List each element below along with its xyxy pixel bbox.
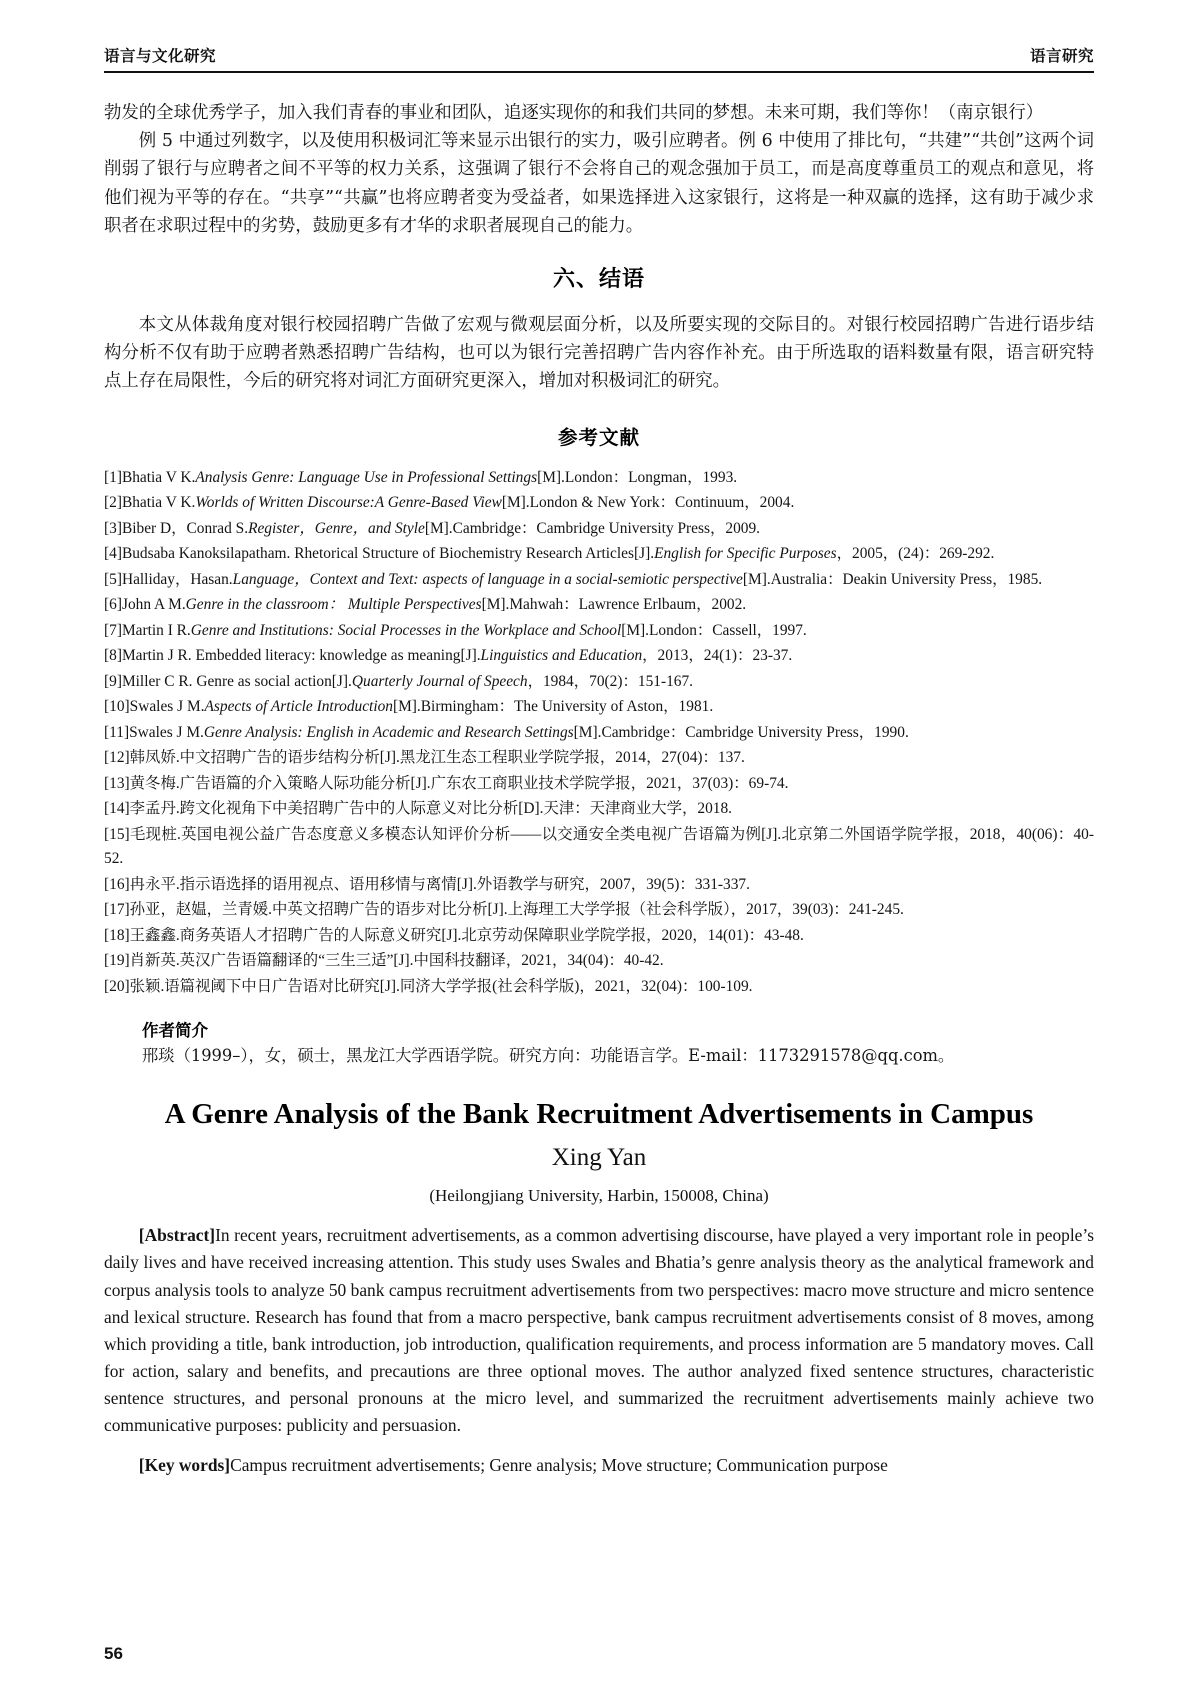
reference-number: [4] — [104, 545, 122, 563]
paragraph-conclusion: 本文从体裁角度对银行校园招聘广告做了宏观与微观层面分析，以及所要实现的交际目的。对银行校园招聘广告进行语步结构分析不仅有助于应聘者熟悉招聘广告结构，也可以为银行完善招聘广告内容作补充。由于所选取的语料数量有限，语言研究特点上存在局限性，今后的研究将对词汇方面研究更深入，增加对积极词汇的研究。 — [104, 314, 1094, 392]
reference-title-italic: Linguistics and Education — [480, 647, 643, 665]
reference-item — [104, 695, 1094, 719]
reference-title-italic: Aspects of Article Introduction — [204, 698, 393, 716]
reference-item — [104, 721, 1094, 745]
reference-title-italic: English for Specific Purposes — [654, 545, 837, 563]
reference-number: [8] — [104, 647, 122, 665]
reference-number: [6] — [104, 596, 122, 614]
reference-item — [104, 593, 1094, 617]
author-bio-heading: 作者简介 — [142, 1020, 208, 1040]
reference-text: Martin J R. Embedded literacy: knowledge as meaning[J]. — [121, 647, 481, 665]
reference-item — [104, 619, 1094, 643]
reference-item — [104, 517, 1094, 541]
page-content — [104, 0, 1094, 1480]
reference-source: ，1984，70(2)：151-167. — [527, 672, 694, 690]
reference-item — [104, 644, 1094, 668]
reference-number: [5] — [104, 570, 122, 588]
reference-item — [104, 542, 1094, 566]
reference-number: [20] — [104, 977, 130, 995]
reference-number: [3] — [104, 519, 122, 537]
reference-text: Martin I R. — [121, 621, 191, 639]
reference-text: Budsaba Kanoksilapatham. Rhetorical Structure of Biochemistry Research Articles[J]. — [121, 545, 655, 563]
reference-item — [104, 670, 1094, 694]
running-head-right: 语言研究 — [1029, 47, 1094, 65]
reference-text: 张颖.语篇视阈下中日广告语对比研究[J].同济大学学报(社会科学版)，2021，32(04)：100-109. — [129, 977, 753, 995]
reference-title-italic: Language，Context and Text: aspects of language in a social-semiotic perspective — [232, 570, 743, 588]
reference-text: Bhatia V K. — [121, 468, 196, 486]
reference-text: 王鑫鑫.商务英语人才招聘广告的人际意义研究[J].北京劳动保障职业学院学报，2020，14(01)：43-48. — [129, 926, 804, 944]
reference-source: ，2013，24(1)：23-37. — [642, 647, 793, 665]
reference-number: [11] — [104, 723, 130, 741]
reference-text: 黄冬梅.广告语篇的介入策略人际功能分析[J].广东农工商职业技术学院学报，2021，37(03)：69-74. — [129, 774, 789, 792]
reference-title-italic: Analysis Genre: Language Use in Professional Settings — [195, 468, 538, 486]
reference-source: ，2005，(24)：269-292. — [836, 545, 995, 563]
reference-number: [7] — [104, 621, 122, 639]
reference-title-italic: Worlds of Written Discourse:A Genre-Based View — [195, 494, 502, 512]
keywords-text: Campus recruitment advertisements; Genre analysis; Move structure; Communication purpose — [230, 1455, 888, 1476]
reference-item — [104, 491, 1094, 515]
reference-source: [M].Birmingham：The University of Aston，1981. — [393, 698, 714, 716]
header-rule — [104, 71, 1094, 73]
reference-title-italic: Quarterly Journal of Speech — [351, 672, 528, 690]
reference-item — [104, 797, 1094, 821]
reference-text: Miller C R. Genre as social action[J]. — [121, 672, 352, 690]
english-article-author: Xing Yan — [551, 1144, 647, 1172]
reference-item — [104, 949, 1094, 973]
reference-list — [104, 466, 1094, 999]
section-heading-conclusion: 六、结语 — [552, 266, 645, 292]
keywords-label: [Key words] — [138, 1455, 231, 1476]
reference-text: Bhatia V K. — [121, 494, 196, 512]
reference-number: [17] — [104, 901, 130, 919]
page-number: 56 — [104, 1644, 123, 1663]
abstract-text: In recent years, recruitment advertisements, as a common advertising discourse, have played a very important role in people’s daily lives and have received increasing attention. This study uses Swales and Bhatia’s genre analysis theory as the analytical framework and corpus analysis tools to analyze 50 bank campus recruitment advertisements from two perspectives: macro move structure and micro sentence and lexical structure. Research has found that from a macro perspective, bank campus recruitment advertisements consist of 8 moves, among which providing a title, bank introduction, job introduction, qualification requirements, and process information are 5 mandatory moves. Call for action, salary and benefits, and precautions are three optional moves. The author analyzed fixed sentence structures, characteristic sentence structures, and personal pronouns at the micro level, and summarized the recruitment advertisements mainly achieve two communicative purposes: publicity and persuasion. — [104, 1225, 1094, 1436]
reference-number: [13] — [104, 774, 130, 792]
reference-text: Halliday，Hasan. — [121, 570, 233, 588]
reference-text: John A M. — [121, 596, 186, 614]
reference-text: 冉永平.指示语选择的语用视点、语用移情与离情[J].外语教学与研究，2007，39(5)：331-337. — [129, 875, 750, 893]
reference-item — [104, 823, 1094, 871]
reference-text: Swales J M. — [129, 698, 205, 716]
reference-text: 孙亚，赵媪，兰青媛.中英文招聘广告的语步对比分析[J].上海理工大学学报（社会科学版），2017，39(03)：241-245. — [129, 901, 904, 919]
section-heading-references: 参考文献 — [557, 425, 640, 449]
reference-item — [104, 772, 1094, 796]
english-keywords — [104, 1452, 1094, 1479]
reference-source: [M].London：Cassell，1997. — [621, 621, 807, 639]
reference-item — [104, 466, 1094, 490]
reference-number: [14] — [104, 800, 130, 818]
english-article-title: A Genre Analysis of the Bank Recruitment Advertisements in Campus — [164, 1098, 1034, 1131]
paragraph-continued: 勃发的全球优秀学子，加入我们青春的事业和团队，追逐实现你的和我们共同的梦想。未来可期，我们等你！（南京银行） — [104, 103, 1044, 123]
reference-title-italic: Genre and Institutions: Social Processes in the Workplace and School — [190, 621, 622, 639]
reference-text: Biber D，Conrad S. — [121, 519, 249, 537]
reference-text: 毛现桩.英国电视公益广告态度意义多模态认知评价分析——以交通安全类电视广告语篇为例[J].北京第二外国语学院学报，2018，40(06)：40-52. — [104, 825, 1094, 867]
reference-number: [2] — [104, 494, 122, 512]
reference-number: [16] — [104, 875, 130, 893]
english-abstract — [104, 1222, 1094, 1439]
english-article-affiliation: (Heilongjiang University, Harbin, 150008, China) — [429, 1186, 769, 1206]
reference-item — [104, 975, 1094, 999]
author-bio-block — [104, 1017, 1094, 1068]
abstract-label: [Abstract] — [138, 1225, 216, 1246]
reference-number: [15] — [104, 825, 130, 843]
reference-text: Swales J M. — [129, 723, 204, 741]
reference-source: [M].London & New York：Continuum，2004. — [501, 494, 795, 512]
reference-title-italic: Genre in the classroom： Multiple Perspectives — [185, 596, 482, 614]
reference-text: 韩凤娇.中文招聘广告的语步结构分析[J].黑龙江生态工程职业学院学报，2014，27(04)：137. — [129, 749, 745, 767]
reference-source: [M].Cambridge：Cambridge University Press，1990. — [573, 723, 909, 741]
running-head — [104, 0, 1094, 66]
running-head-left: 语言与文化研究 — [104, 47, 217, 65]
reference-item — [104, 746, 1094, 770]
reference-number: [1] — [104, 468, 122, 486]
reference-number: [10] — [104, 698, 130, 716]
reference-item — [104, 898, 1094, 922]
reference-source: [M].Cambridge：Cambridge University Press，2009. — [424, 519, 761, 537]
reference-number: [18] — [104, 926, 130, 944]
reference-item — [104, 924, 1094, 948]
reference-source: [M].London：Longman，1993. — [537, 468, 738, 486]
paragraph-analysis: 例 5 中通过列数字，以及使用积极词汇等来显示出银行的实力，吸引应聘者。例 6 中使用了排比句，“共建”“共创”这两个词削弱了银行与应聘者之间不平等的权力关系，这强调了银行不会将自己的观念强加于员工，而是高度尊重员工的观点和意见，将他们视为平等的存在。“共享”“共赢”也将应聘者变为受益者，如果选择进入这家银行，这将是一种双赢的选择，这有助于减少求职者在求职过程中的劣势，鼓励更多有才华的求职者展现自己的能力。 — [104, 131, 1094, 236]
reference-number: [9] — [104, 672, 122, 690]
author-bio-text: 邢琰（1999–），女，硕士，黑龙江大学西语学院。研究方向：功能语言学。E-mail：1173291578@qq.com。 — [142, 1045, 955, 1065]
reference-source: [M].Australia：Deakin University Press，1985. — [742, 570, 1043, 588]
reference-title-italic: Genre Analysis: English in Academic and Research Settings — [203, 723, 574, 741]
reference-title-italic: Register，Genre，and Style — [248, 519, 425, 537]
reference-source: [M].Mahwah：Lawrence Erlbaum，2002. — [481, 596, 747, 614]
reference-item — [104, 873, 1094, 897]
reference-item — [104, 568, 1094, 592]
reference-text: 李孟丹.跨文化视角下中美招聘广告中的人际意义对比分析[D].天津：天津商业大学，2018. — [129, 800, 733, 818]
reference-text: 肖新英.英汉广告语篇翻译的“三生三适”[J].中国科技翻译，2021，34(04)：40-42. — [129, 952, 664, 970]
reference-number: [19] — [104, 952, 130, 970]
reference-number: [12] — [104, 749, 130, 767]
